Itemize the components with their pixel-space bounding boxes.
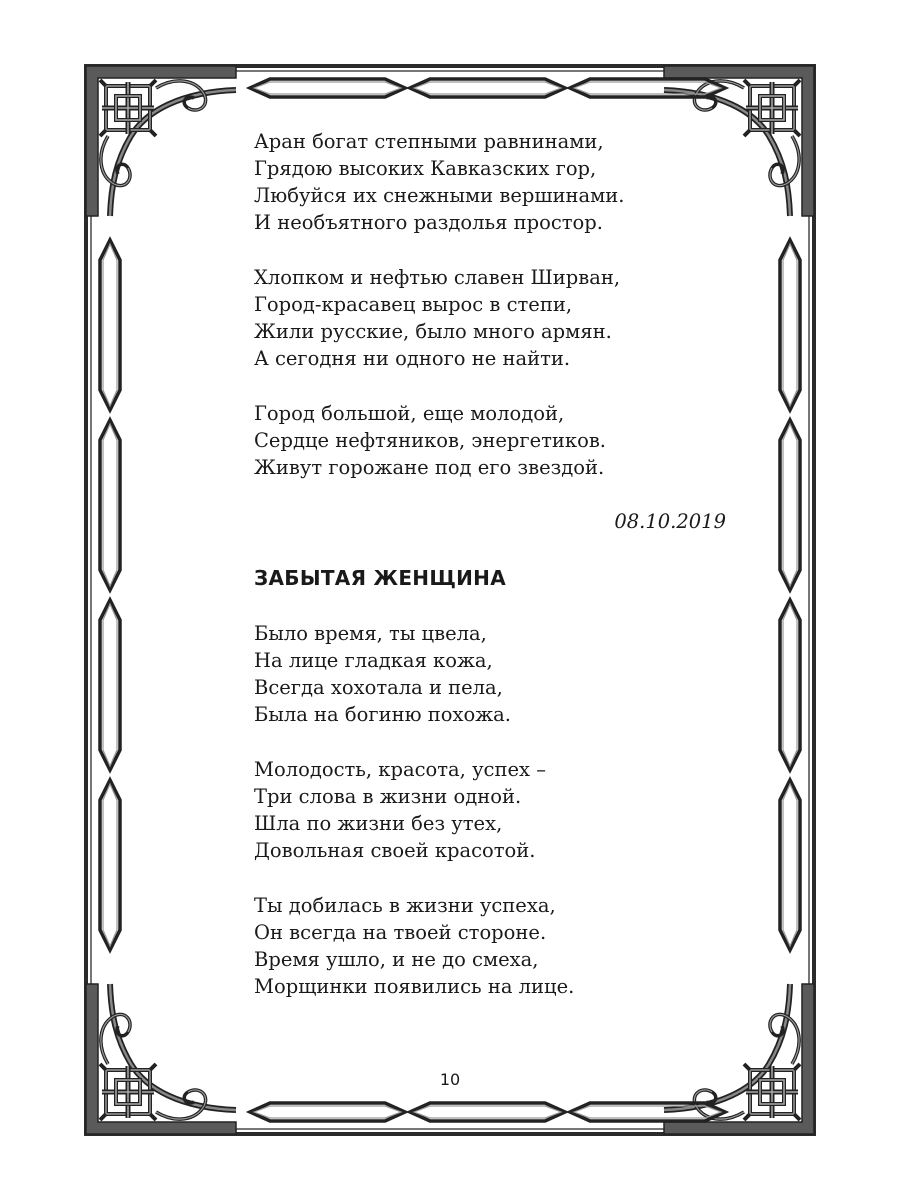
verse-line: Хлопком и нефтью славен Ширван, bbox=[254, 266, 621, 289]
verse-line: Молодость, красота, успех – bbox=[254, 758, 546, 781]
verse-line: Три слова в жизни одной. bbox=[254, 785, 522, 808]
verse-line: А сегодня ни одного не найти. bbox=[254, 347, 571, 370]
verse-line: Была на богиню похожа. bbox=[254, 703, 511, 726]
verse-line: Морщинки появились на лице. bbox=[254, 975, 575, 998]
verse-line: Аран богат степными равнинами, bbox=[254, 130, 604, 153]
verse-line: Довольная своей красотой. bbox=[254, 839, 536, 862]
verse-line: Шла по жизни без утех, bbox=[254, 812, 503, 835]
celtic-knot-corner-icon bbox=[86, 66, 236, 216]
poem-date: 08.10.2019 bbox=[614, 510, 726, 533]
verse-line: И необъятного раздолья простор. bbox=[254, 211, 603, 234]
verse-line: Он всегда на твоей стороне. bbox=[254, 921, 547, 944]
verse-line: Время ушло, и не до смеха, bbox=[254, 948, 539, 971]
verse-line: Было время, ты цвела, bbox=[254, 622, 487, 645]
verse-line: Сердце нефтяников, энергетиков. bbox=[254, 429, 606, 452]
stanza bbox=[254, 756, 734, 864]
stanza bbox=[254, 264, 734, 372]
poem-title: ЗАБЫТАЯ ЖЕНЩИНА bbox=[254, 566, 506, 590]
stanza bbox=[254, 620, 734, 728]
verse-line: Город-красавец вырос в степи, bbox=[254, 293, 573, 316]
poem2 bbox=[254, 620, 734, 1028]
verse-line: На лице гладкая кожа, bbox=[254, 649, 493, 672]
celtic-knot-corner-icon bbox=[86, 984, 236, 1134]
stanza bbox=[254, 128, 734, 236]
verse-line: Любуйся их снежными вершинами. bbox=[254, 184, 625, 207]
verse-line: Ты добилась в жизни успеха, bbox=[254, 894, 556, 917]
stanza bbox=[254, 400, 734, 481]
page-number: 10 bbox=[439, 1070, 461, 1089]
verse-line: Город большой, еще молодой, bbox=[254, 402, 565, 425]
verse-line: Жили русские, было много армян. bbox=[254, 320, 612, 343]
verse-line: Живут горожане под его звездой. bbox=[254, 456, 605, 479]
stanza bbox=[254, 892, 734, 1000]
verse-line: Грядою высоких Кавказских гор, bbox=[254, 157, 597, 180]
poem1 bbox=[254, 128, 734, 509]
verse-line: Всегда хохотала и пела, bbox=[254, 676, 503, 699]
